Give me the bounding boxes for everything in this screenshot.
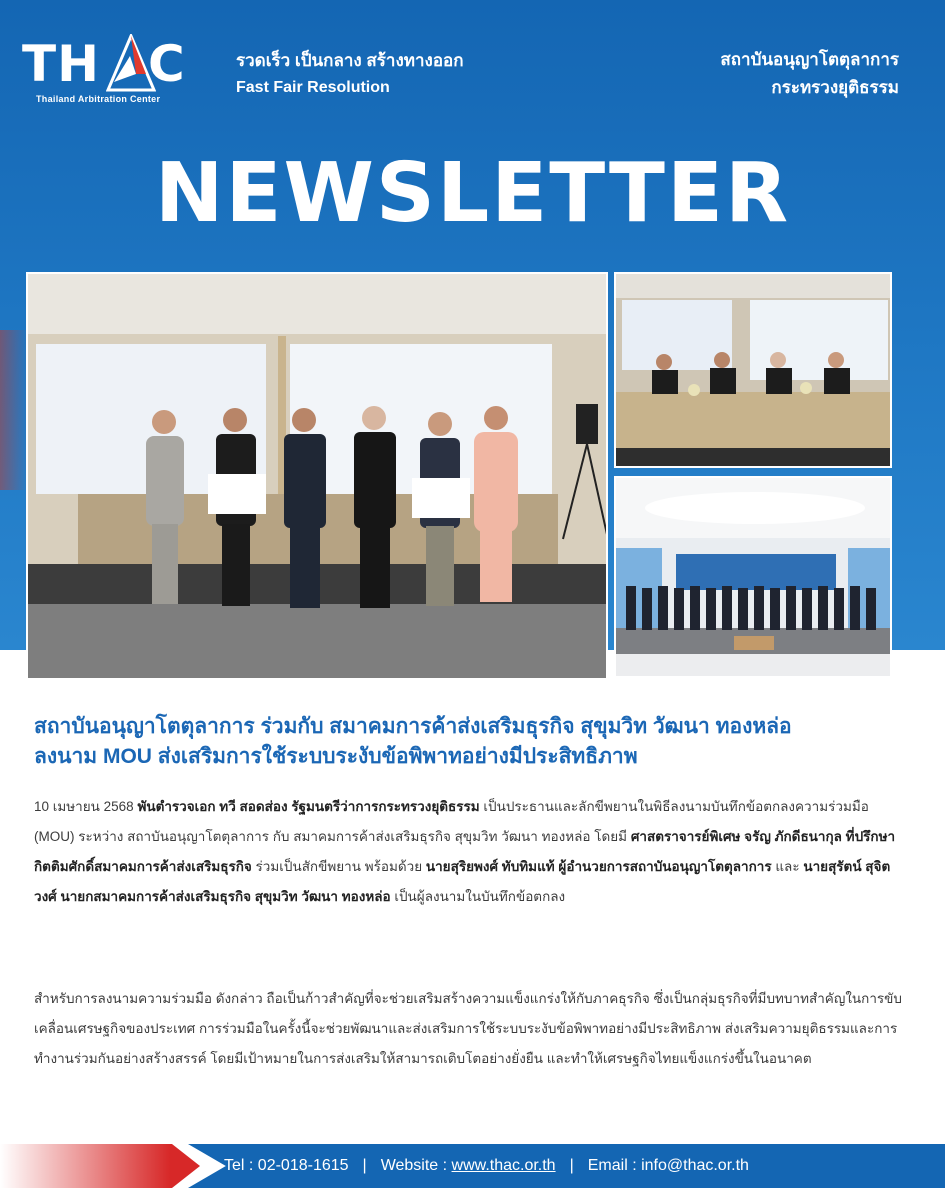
footer-website-label: Website : (380, 1157, 452, 1174)
tagline-english: Fast Fair Resolution (236, 79, 390, 96)
footer-separator: | (569, 1157, 574, 1174)
decorative-wedge (0, 330, 28, 490)
article-paragraph-1 (34, 792, 909, 912)
p1-text-3: ร่วมเป็นสักขีพยาน พร้อมด้วย (251, 859, 426, 874)
signing-ceremony-photo (614, 272, 892, 468)
headline-line-2: ลงนาม MOU ส่งเสริมการใช้ระบบระงับข้อพิพาทอย่างมีประสิทธิภาพ (34, 745, 638, 768)
p1-bold-minister: พันตำรวจเอก ทวี สอดส่อง รัฐมนตรีว่าการกระทรวงยุติธรรม (137, 799, 480, 814)
footer-phone: Tel : 02-018-1615 (224, 1157, 349, 1174)
logo-text-left: TH (22, 35, 100, 93)
p1-text-5: เป็นผู้ลงนามในบันทึกข้อตกลง (390, 889, 566, 904)
logo-subtitle: Thailand Arbitration Center (36, 94, 161, 104)
p1-text-2: เป็นประธานและลักขีพยานในพิธีลงนามบันทึกข้อตกลงความร่วมมือ (MOU) ระหว่าง สถาบันอนุญาโตตุลาการ กับ สมาคมการค้าส่งเสริมธุรกิจ สุขุมวิท วัฒนา ทองหล่อ โดยมี (34, 799, 869, 844)
group-meeting-room-photo (614, 476, 892, 678)
org-line-1: สถาบันอนุญาโตตุลาการ (720, 50, 899, 69)
footer-website-link[interactable]: www.thac.or.th (451, 1157, 556, 1174)
p1-bold-president: นายสุรัตน์ สุจิตวงศ์ นายกสมาคมการค้าส่งเสริมธุรกิจ สุขุมวิท วัฒนา ทองหล่อ (34, 859, 891, 904)
footer-separator: | (362, 1157, 367, 1174)
p1-text-1: 10 เมษายน 2568 (34, 799, 138, 814)
thac-logo (22, 36, 222, 106)
logo-text-right: C (147, 35, 186, 93)
headline-line-1: สถาบันอนุญาโตตุลาการ ร่วมกับ สมาคมการค้าส่งเสริมธุรกิจ สุขุมวิท วัฒนา ทองหล่อ (34, 715, 792, 738)
mou-group-photo (26, 272, 608, 680)
contact-footer (0, 1144, 945, 1188)
footer-red-accent (0, 1144, 200, 1188)
organization-name (720, 46, 899, 102)
footer-email: Email : info@thac.or.th (587, 1157, 749, 1174)
contact-info (224, 1144, 749, 1188)
article-headline (34, 712, 914, 772)
tagline (236, 50, 464, 100)
logo-triangle-icon (106, 34, 156, 92)
logo-wordmark (22, 36, 186, 92)
newsletter-title: NEWSLETTER (154, 146, 791, 241)
p1-bold-advisor: ศาสตราจารย์พิเศษ จรัญ ภักดีธนากุล ที่ปรึกษากิตติมศักดิ์สมาคมการค้าส่งเสริมธุรกิจ (34, 829, 896, 874)
tagline-thai: รวดเร็ว เป็นกลาง สร้างทางออก (236, 51, 464, 70)
org-line-2: กระทรวงยุติธรรม (771, 78, 899, 97)
article-paragraph-2: สำหรับการลงนามความร่วมมือ ดังกล่าว ถือเป็นก้าวสำคัญที่จะช่วยเสริมสร้างความแข็งแกร่งให้กับภาคธุรกิจ ซึ่งเป็นกลุ่มธุรกิจที่มีบทบาทสำคัญในการขับเคลื่อนเศรษฐกิจของประเทศ การร่วมมือในครั้งนี้จะช่วยพัฒนาและส่งเสริมการใช้ระบบระงับข้อพิพาทอย่างมีประสิทธิภาพ ส่งเสริมความยุติธรรมและการทำงานร่วมกันอย่างสร้างสรรค์ โดยมีเป้าหมายในการส่งเสริมให้สามารถเติบโตอย่างยั่งยืน และทำให้เศรษฐกิจไทยแข็งแกร่งขึ้นในอนาคต (34, 991, 902, 1066)
newsletter-header (0, 0, 945, 130)
p1-text-4: และ (771, 859, 804, 874)
p1-bold-director: นายสุริยพงศ์ ทับทิมแท้ ผู้อำนวยการสถาบันอนุญาโตตุลาการ (425, 859, 772, 874)
